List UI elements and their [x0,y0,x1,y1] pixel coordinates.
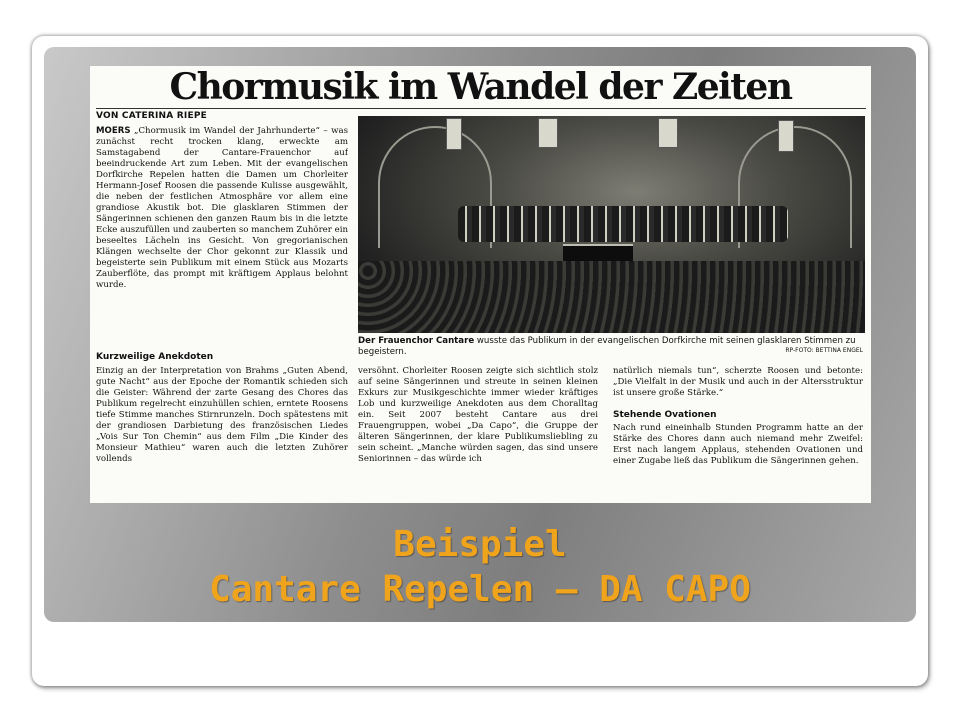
church-window [538,118,558,148]
caption-text: wusste das Publikum in der evangelischen Dorfkirche mit seinen glasklaren Stimmen zu begeistern. [358,336,856,357]
article-column-1 [96,126,348,348]
article-byline: VON CATERINA RIEPE [96,111,207,121]
church-window [658,118,678,148]
church-window [446,118,462,150]
caption-lead: Der Frauenchor Cantare [358,336,475,346]
slide-title-line-2: Cantare Repelen – DA CAPO [209,569,751,610]
article-column-2: versöhnt. Chorleiter Roosen zeigte sich sichtlich stolz auf seine Sängerinnen und streute in seinen kleinen Exkurs zur Musikgeschichte immer wieder kräftiges Lob und kurzweilige Anekdoten aus dem Choralltag ein. Seit 2007 besteht Cantare aus drei Frauengruppen, wobei „Da Capo“, die Gruppe der älteren Sängerinnen, der klare Publikumsliebling zu sein scheint. „Manche würden sagen, das sind unsere Seniorinnen – das würde ich [358,366,598,464]
newspaper-clipping [90,66,871,503]
subhead-ovationen: Stehende Ovationen [613,410,717,420]
article-dateline: MOERS [96,126,131,136]
slide-title-line-1: Beispiel [393,524,567,565]
choir-photo [358,116,865,333]
article-headline: Chormusik im Wandel der Zeiten [169,66,792,108]
headline-rule [96,108,866,109]
article-paragraph-1: „Chormusik im Wandel der Jahrhunderte“ – was zunächst recht trocken klang, erweckte am Samstagabend der Cantare-Frauenchor auf beeindruckende Art zum Leben. Mit der evangelischen Dorfkirche Repelen hatten die Damen um Chorleiter Hermann-Josef Roosen die passende Kulisse ausgewählt, die neben der festlichen Atmosphäre vor allem eine grandiose Akustik bot. Die glasklaren Stimmen der Sängerinnen schienen den ganzen Raum bis in die letzte Ecke auszufüllen und zauberten so manchem Zuhörer ein beseeltes Lächeln ins Gesicht. Von gregorianischen Klängen wechselte der Chor gekonnt zur Klassik und begeisterte sein Publikum mit einem Stück aus Mozarts Zauberflöte, das prompt mit kräftigem Applaus belohnt wurde. [96,126,348,290]
choir-singers [458,206,788,242]
church-window [778,120,794,152]
audience [358,261,865,333]
article-column-1b: Einzig an der Interpretation von Brahms „Guten Abend, gute Nacht“ aus der Epoche der Romantik schieden sich die Geister: Während der zarte Gesang des Chores das Publikum regelrecht einzuhüllen schien, erntete Roosens tiefe Stimme manches Stirnrunzeln. Doch spätestens mit der grandiosen Darbietung des französischen Liedes „Vois Sur Ton Chemin“ aus dem Film „Die Kinder des Monsieur Mathieu“ waren auch die letzten Zuhörer vollends [96,366,348,464]
photo-credit: RP-FOTO: BETTINA ENGEL [785,347,863,354]
article-column-3: natürlich niemals tun“, scherzte Roosen und betonte: „Die Vielfalt in der Musik und auch in der Altersstruktur ist unsere große Stärke.“ [613,366,863,398]
subhead-kurzweilige: Kurzweilige Anekdoten [96,352,214,362]
article-column-3b: Nach rund eineinhalb Stunden Programm hatte an der Stärke des Chores dann auch niemand mehr Zweifel: Erst nach langem Applaus, stehenden Ovationen und einer Zugabe ließ das Publikum die Sängerinnen gehen. [613,423,863,466]
